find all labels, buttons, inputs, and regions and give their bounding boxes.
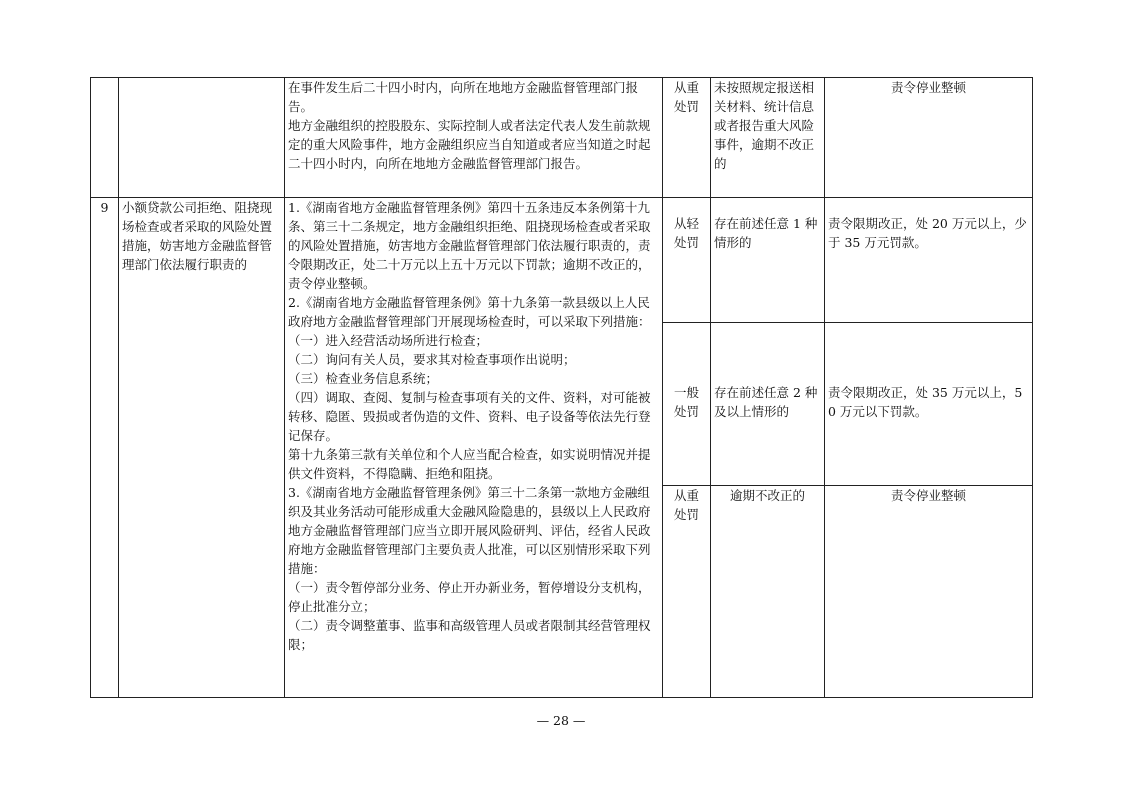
- circumstance-cell: 存在前述任意 1 种情形的: [711, 198, 825, 323]
- penalty-level-cell: [663, 198, 711, 323]
- penalty-level-line: 从重: [673, 80, 699, 95]
- legal-basis-paragraph: （一）进入经营活动场所进行检查；: [288, 333, 489, 348]
- legal-basis-paragraph: 在事件发生后二十四小时内，向所在地地方金融监督管理部门报告。: [288, 80, 639, 114]
- legal-basis-paragraph: 3.《湖南省地方金融监督管理条例》第三十二条第一款地方金融组织及其业务活动可能形成重大金融风险隐患的，县级以上人民政府地方金融监督管理部门应当立即开展风险研判、评估，经省人民政府地方金融监督管理部门主要负责人批准，可以区别情形采取下列措施：: [288, 485, 651, 576]
- circumstance-cell: 未按照规定报送相关材料、统计信息或者报告重大风险事件，逾期不改正的: [711, 78, 825, 198]
- row-number-cell: [91, 78, 119, 198]
- legal-basis-paragraph: （一）责令暂停部分业务、停止开办新业务，暂停增设分支机构，停止批准分立；: [288, 580, 651, 614]
- table-row: [91, 78, 1033, 198]
- row-number-cell: 9: [91, 198, 119, 698]
- penalty-standard-cell: 责令停业整顿: [825, 486, 1033, 698]
- penalty-standard-cell: 责令限期改正，处 20 万元以上，少于 35 万元罚款。: [825, 198, 1033, 323]
- penalty-standard-table: [90, 77, 1033, 698]
- penalty-level-line: 处罚: [673, 99, 699, 114]
- legal-basis-cell: [285, 78, 663, 198]
- legal-basis-paragraph: 2.《湖南省地方金融监督管理条例》第十九条第一款县级以上人民政府地方金融监督管理部门开展现场检查时，可以采取下列措施：: [288, 295, 651, 329]
- document-page: [90, 77, 1033, 698]
- legal-basis-paragraph: （二）责令调整董事、监事和高级管理人员或者限制其经营管理权限；: [288, 618, 651, 652]
- table-row: [91, 198, 1033, 323]
- penalty-level-line: 从轻: [673, 216, 699, 231]
- penalty-level-line: 处罚: [673, 404, 699, 419]
- penalty-level-line: 处罚: [673, 235, 699, 250]
- legal-basis-paragraph: （三）检查业务信息系统；: [288, 371, 439, 386]
- page-number: — 28 —: [536, 713, 586, 728]
- penalty-level-line: 从重: [673, 488, 699, 503]
- penalty-level-cell: [663, 486, 711, 698]
- penalty-level-line: 一般: [673, 385, 699, 400]
- legal-basis-cell: [285, 198, 663, 698]
- legal-basis-paragraph: 地方金融组织的控股股东、实际控制人或者法定代表人发生前款规定的重大风险事件，地方金融组织应当自知道或者应当知道之时起二十四小时内，向所在地地方金融监督管理部门报告。: [288, 118, 651, 171]
- penalty-standard-cell: 责令停业整顿: [825, 78, 1033, 198]
- legal-basis-paragraph: 第十九条第三款有关单位和个人应当配合检查，如实说明情况并提供文件资料，不得隐瞒、拒绝和阻挠。: [288, 447, 651, 481]
- legal-basis-paragraph: 1.《湖南省地方金融监督管理条例》第四十五条违反本条例第十九条、第三十二条规定，地方金融组织拒绝、阻挠现场检查或者采取的风险处置措施，妨害地方金融监督管理部门依法履行职责的，责令限期改正，处二十万元以上五十万元以下罚款；逾期不改正的，责令停业整顿。: [288, 200, 651, 291]
- penalty-level-line: 处罚: [673, 507, 699, 522]
- violation-behavior-cell: [119, 78, 285, 198]
- legal-basis-paragraph: （二）询问有关人员，要求其对检查事项作出说明；: [288, 352, 576, 367]
- penalty-standard-cell: 责令限期改正，处 35 万元以上，50 万元以下罚款。: [825, 323, 1033, 486]
- circumstance-cell: 逾期不改正的: [711, 486, 825, 698]
- penalty-level-cell: [663, 323, 711, 486]
- circumstance-cell: 存在前述任意 2 种及以上情形的: [711, 323, 825, 486]
- penalty-level-cell: [663, 78, 711, 198]
- legal-basis-paragraph: （四）调取、查阅、复制与检查事项有关的文件、资料，对可能被转移、隐匿、毁损或者伪造的文件、资料、电子设备等依法先行登记保存。: [288, 390, 651, 443]
- violation-behavior-cell: 小额贷款公司拒绝、阻挠现场检查或者采取的风险处置措施，妨害地方金融监督管理部门依法履行职责的: [119, 198, 285, 698]
